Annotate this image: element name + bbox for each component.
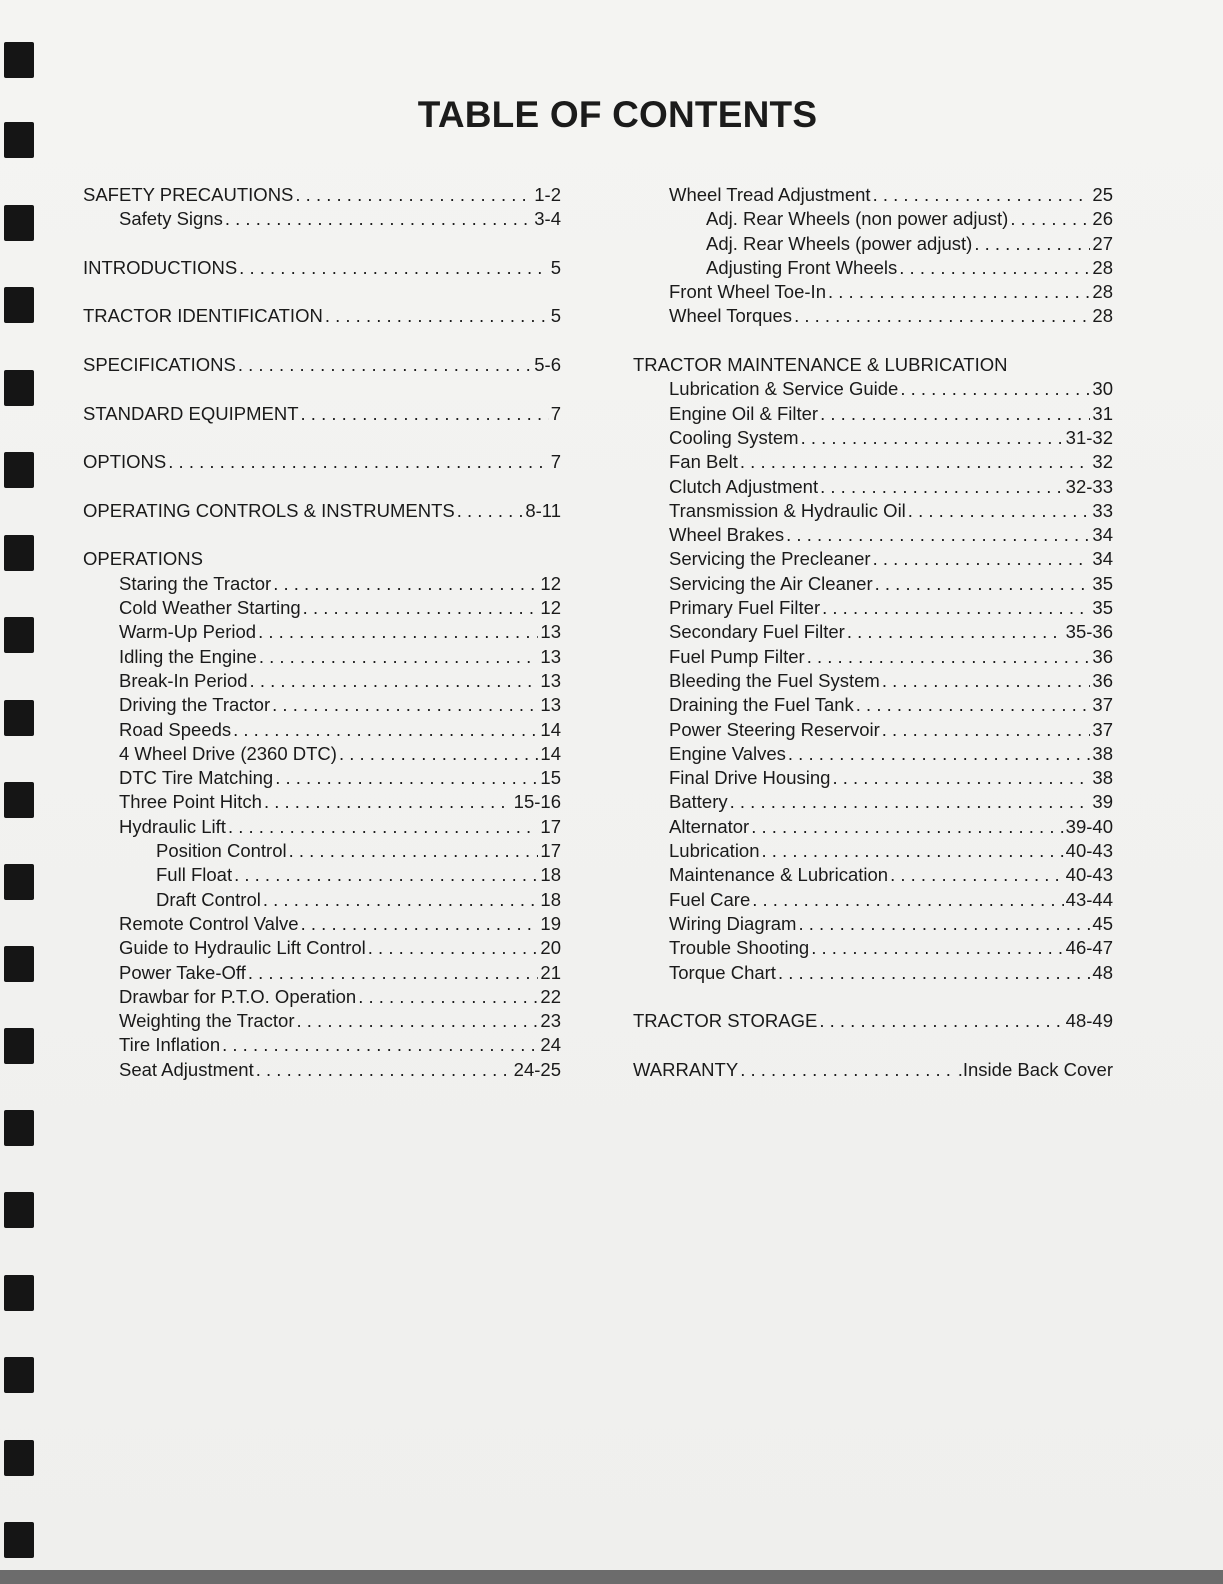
toc-spacer [633,329,1113,353]
toc-spacer [83,377,561,401]
toc-page-number: 32-33 [1065,475,1113,497]
toc-entry [633,936,1113,960]
binding-hole [4,42,34,78]
toc-entry-title: STANDARD EQUIPMENT [83,402,299,424]
toc-entry-title: Primary Fuel Filter [669,597,821,619]
dot-leader [234,863,538,887]
dot-leader [301,402,549,426]
toc-entry [633,1009,1113,1033]
binding-hole [4,535,34,571]
toc-entry-title: Maintenance & Lubrication [669,864,889,886]
dot-leader [873,183,1091,207]
toc-left-column [83,183,561,1082]
dot-leader [297,1009,539,1033]
toc-entry [633,596,1113,620]
dot-leader [890,863,1064,887]
toc-page-number: 14 [540,718,561,740]
dot-leader [168,450,548,474]
toc-entry [633,475,1113,499]
toc-page-number: 18 [540,888,561,910]
toc-page-number: 36 [1092,669,1113,691]
dot-leader [303,596,539,620]
toc-entry-title: Position Control [156,840,287,862]
toc-entry [633,183,1113,207]
dot-leader [301,912,539,936]
toc-page-number: 38 [1092,742,1113,764]
toc-section-heading [633,353,1113,377]
toc-page-number: 7 [550,451,561,473]
toc-entry-title: Draft Control [156,888,261,910]
dot-leader [740,1058,956,1082]
toc-page-number: 40-43 [1065,864,1113,886]
toc-entry-title: Idling the Engine [119,645,257,667]
dot-leader [730,790,1091,814]
toc-spacer [83,426,561,450]
toc-entry-title: WARRANTY [633,1058,739,1080]
toc-entry [83,985,561,1009]
toc-page-number: 15 [540,767,561,789]
toc-entry-title: DTC Tire Matching [119,767,274,789]
toc-entry [633,718,1113,742]
binding-hole [4,1440,34,1476]
toc-page-number: 13 [540,645,561,667]
toc-page-number: 46-47 [1065,937,1113,959]
toc-entry [633,742,1113,766]
toc-page-number: 23 [540,1010,561,1032]
dot-leader [882,718,1091,742]
toc-page-number: 14 [540,742,561,764]
dot-leader [238,353,532,377]
toc-entry [83,499,561,523]
toc-entry-title: Break-In Period [119,669,248,691]
toc-spacer [633,1033,1113,1057]
dot-leader [794,304,1090,328]
toc-entry [83,888,561,912]
toc-spacer [83,232,561,256]
toc-entry [633,888,1113,912]
toc-page-number: 35 [1092,572,1113,594]
dot-leader [228,815,538,839]
toc-entry [633,839,1113,863]
toc-entry [633,620,1113,644]
toc-entry [83,766,561,790]
toc-entry [83,669,561,693]
dot-leader [828,280,1090,304]
toc-entry-title: Secondary Fuel Filter [669,621,845,643]
dot-leader [740,450,1091,474]
toc-entry [633,815,1113,839]
toc-entry-title: Driving the Tractor [119,694,271,716]
toc-page-number: 22 [540,985,561,1007]
toc-entry-title: TRACTOR MAINTENANCE & LUBRICATION [633,354,1008,376]
toc-entry [83,402,561,426]
toc-entry-title: Adjusting Front Wheels [706,256,898,278]
toc-entry-title: Draining the Fuel Tank [669,694,854,716]
dot-leader [1010,207,1090,231]
toc-entry-title: Alternator [669,815,750,837]
dot-leader [820,402,1090,426]
dot-leader [778,961,1090,985]
toc-entry-title: Seat Adjustment [119,1058,254,1080]
toc-entry [83,183,561,207]
toc-entry [633,232,1113,256]
toc-entry-title: Cold Weather Starting [119,597,301,619]
toc-page-number: 48 [1092,961,1113,983]
toc-entry-title: Servicing the Precleaner [669,548,871,570]
toc-entry-title: Drawbar for P.T.O. Operation [119,985,357,1007]
toc-page-number: 8-11 [525,499,561,521]
toc-entry [633,863,1113,887]
toc-entry-title: Torque Chart [669,961,776,983]
toc-entry-title: Road Speeds [119,718,232,740]
binding-hole [4,1028,34,1064]
toc-entry-title: Fuel Care [669,888,751,910]
toc-page-number: 34 [1092,548,1113,570]
dot-leader [289,839,539,863]
toc-page-number: 43-44 [1065,888,1113,910]
toc-entry [83,961,561,985]
dot-leader [264,790,512,814]
dot-leader [259,645,539,669]
toc-spacer [83,523,561,547]
toc-entry-title: TRACTOR STORAGE [633,1010,818,1032]
toc-entry-title: Battery [669,791,728,813]
binding-hole [4,1110,34,1146]
toc-entry-title: Engine Oil & Filter [669,402,819,424]
dot-leader [832,766,1090,790]
toc-entry [633,304,1113,328]
toc-entry [633,402,1113,426]
toc-page-number: 30 [1092,378,1113,400]
toc-page-number: 13 [540,669,561,691]
toc-entry [83,1009,561,1033]
dot-leader [856,693,1091,717]
toc-entry [633,377,1113,401]
dot-leader [762,839,1064,863]
toc-entry [83,863,561,887]
toc-page-number: 40-43 [1065,840,1113,862]
dot-leader [900,377,1090,401]
dot-leader [788,742,1091,766]
toc-entry-title: OPERATIONS [83,548,203,570]
toc-page-number: 21 [540,961,561,983]
dot-leader [798,912,1090,936]
toc-page-number: 48-49 [1065,1010,1113,1032]
toc-entry-title: Front Wheel Toe-In [669,281,826,303]
toc-entry-title: OPERATING CONTROLS & INSTRUMENTS [83,499,455,521]
dot-leader [263,888,539,912]
dot-leader [339,742,538,766]
toc-entry-title: Weighting the Tractor [119,1010,295,1032]
toc-entry-title: Wheel Torques [669,305,793,327]
dot-leader [248,961,539,985]
dot-leader [225,207,532,231]
toc-entry-title: Lubrication & Service Guide [669,378,899,400]
dot-leader [751,815,1063,839]
binding-hole [4,452,34,488]
dot-leader [811,936,1063,960]
toc-entry-title: Servicing the Air Cleaner [669,572,873,594]
dot-leader [239,256,549,280]
toc-entry [83,815,561,839]
toc-page-number: 26 [1092,208,1113,230]
dot-leader [222,1033,538,1057]
toc-entry-title: Adj. Rear Wheels (non power adjust) [706,208,1009,230]
toc-page-number: 13 [540,621,561,643]
toc-entry [633,669,1113,693]
toc-entry [83,718,561,742]
toc-entry [633,1058,1113,1082]
dot-leader [873,547,1091,571]
toc-page-number: 39 [1092,791,1113,813]
toc-entry [83,693,561,717]
toc-entry-title: Staring the Tractor [119,572,272,594]
toc-entry-title: Wheel Tread Adjustment [669,184,871,205]
binding-hole [4,287,34,323]
toc-entry [83,742,561,766]
toc-page-number: 19 [540,912,561,934]
toc-entry [83,620,561,644]
dot-leader [908,499,1091,523]
toc-entry-title: OPTIONS [83,451,167,473]
toc-entry [83,912,561,936]
toc-page-number: 35 [1092,597,1113,619]
toc-right-column [633,183,1113,1082]
toc-page-number: 5 [550,256,561,278]
dot-leader [801,426,1064,450]
toc-entry-title: Cooling System [669,426,799,448]
toc-entry [83,572,561,596]
toc-page-number: 5 [550,305,561,327]
binding-hole [4,370,34,406]
toc-page-number: 32 [1092,451,1113,473]
dot-leader [822,596,1090,620]
toc-entry-title: Warm-Up Period [119,621,257,643]
dot-leader [819,1009,1063,1033]
toc-spacer [83,475,561,499]
toc-page-number: 28 [1092,305,1113,327]
toc-entry-title: Engine Valves [669,742,786,764]
binding-hole [4,617,34,653]
toc-entry-title: Safety Signs [119,208,223,230]
toc-entry-title: Fan Belt [669,451,738,473]
toc-entry-title: 4 Wheel Drive (2360 DTC) [119,742,337,764]
toc-entry-title: Trouble Shooting [669,937,810,959]
toc-entry [633,450,1113,474]
dot-leader [358,985,538,1009]
toc-entry [633,693,1113,717]
toc-entry [83,839,561,863]
dot-leader [457,499,524,523]
dot-leader [250,669,539,693]
binding-hole [4,864,34,900]
toc-spacer [633,985,1113,1009]
toc-page-number: 12 [540,597,561,619]
toc-entry [83,450,561,474]
toc-entry [633,645,1113,669]
dot-leader [256,1058,512,1082]
dot-leader [752,888,1063,912]
toc-entry [83,596,561,620]
toc-entry-title: TRACTOR IDENTIFICATION [83,305,323,327]
dot-leader [820,475,1064,499]
toc-page-number: 18 [540,864,561,886]
toc-page-number: 13 [540,694,561,716]
toc-entry-title: Bleeding the Fuel System [669,669,880,691]
binding-hole [4,1357,34,1393]
dot-leader [786,523,1090,547]
toc-page-number: 1-2 [534,184,561,205]
toc-entry-title: Remote Control Valve [119,912,299,934]
toc-entry-title: Three Point Hitch [119,791,262,813]
binding-hole [4,700,34,736]
toc-entry [83,936,561,960]
toc-section-heading [83,547,561,571]
dot-leader [258,620,538,644]
toc-entry-title: INTRODUCTIONS [83,256,238,278]
toc-page-number: 34 [1092,524,1113,546]
toc-entry-title: SAFETY PRECAUTIONS [83,184,294,205]
toc-page-number: 28 [1092,256,1113,278]
toc-entry-title: Power Take-Off [119,961,246,983]
toc-page-number: 7 [550,402,561,424]
dot-leader [275,766,538,790]
dot-leader [295,183,532,207]
dot-leader [847,620,1064,644]
toc-page-number: 24 [540,1034,561,1056]
toc-entry-title: Power Steering Reservoir [669,718,880,740]
toc-page-number: 20 [540,937,561,959]
toc-entry-title: Adj. Rear Wheels (power adjust) [706,232,973,254]
toc-page-number: .Inside Back Cover [957,1058,1113,1080]
toc-entry-title: Clutch Adjustment [669,475,819,497]
toc-entry [633,766,1113,790]
toc-entry [633,547,1113,571]
toc-spacer [83,329,561,353]
toc-page-number: 37 [1092,694,1113,716]
toc-entry [83,304,561,328]
toc-entry [83,256,561,280]
toc-page-number: 31-32 [1065,426,1113,448]
toc-page-number: 37 [1092,718,1113,740]
toc-page-number: 38 [1092,767,1113,789]
toc-page-number: 3-4 [534,208,561,230]
dot-leader [807,645,1091,669]
toc-entry-title: Fuel Pump Filter [669,645,805,667]
binding-hole [4,205,34,241]
toc-entry [633,790,1113,814]
toc-entry [633,256,1113,280]
toc-page-number: 33 [1092,499,1113,521]
binding-hole [4,946,34,982]
toc-page-number: 45 [1092,912,1113,934]
toc-page-number: 12 [540,572,561,594]
dot-leader [899,256,1090,280]
dot-leader [272,693,538,717]
toc-entry-title: Final Drive Housing [669,767,831,789]
binding-hole [4,1522,34,1558]
toc-page-number: 17 [540,840,561,862]
dot-leader [273,572,538,596]
binding-hole [4,1275,34,1311]
toc-entry [83,790,561,814]
toc-entry [83,1058,561,1082]
toc-entry-title: Guide to Hydraulic Lift Control [119,937,366,959]
toc-page-number: 28 [1092,281,1113,303]
toc-entry [83,645,561,669]
toc-page-number: 17 [540,815,561,837]
toc-entry [633,523,1113,547]
toc-entry-title: SPECIFICATIONS [83,354,236,376]
page-title: TABLE OF CONTENTS [417,94,818,135]
toc-page-number: 31 [1092,402,1113,424]
toc-entry-title: Hydraulic Lift [119,815,226,837]
dot-leader [233,718,538,742]
toc-entry [83,207,561,231]
dot-leader [368,936,539,960]
toc-entry [633,207,1113,231]
toc-entry [633,572,1113,596]
dot-leader [974,232,1090,256]
toc-entry [83,353,561,377]
toc-entry-title: Wiring Diagram [669,912,797,934]
toc-page-number: 36 [1092,645,1113,667]
toc-page-number: 24-25 [513,1058,561,1080]
dot-leader [325,304,549,328]
dot-leader [875,572,1091,596]
page-bottom-edge [0,1570,1223,1584]
binding-hole [4,1192,34,1228]
toc-entry [633,280,1113,304]
toc-page-number: 27 [1092,232,1113,254]
toc-page-number: 25 [1092,184,1113,205]
toc-entry [633,499,1113,523]
toc-page-number: 5-6 [534,354,561,376]
toc-entry-title: Tire Inflation [119,1034,221,1056]
toc-entry [633,426,1113,450]
dot-leader [882,669,1091,693]
toc-page-number: 39-40 [1065,815,1113,837]
toc-entry-title: Wheel Brakes [669,524,785,546]
toc-entry-title: Full Float [156,864,233,886]
spiral-binding [0,0,40,1584]
toc-page-number: 15-16 [513,791,561,813]
toc-entry [83,1033,561,1057]
toc-entry-title: Transmission & Hydraulic Oil [669,499,906,521]
toc-entry [633,961,1113,985]
binding-hole [4,782,34,818]
toc-entry-title: Lubrication [669,840,760,862]
toc-spacer [83,280,561,304]
toc-entry [633,912,1113,936]
toc-page-number: 35-36 [1065,621,1113,643]
